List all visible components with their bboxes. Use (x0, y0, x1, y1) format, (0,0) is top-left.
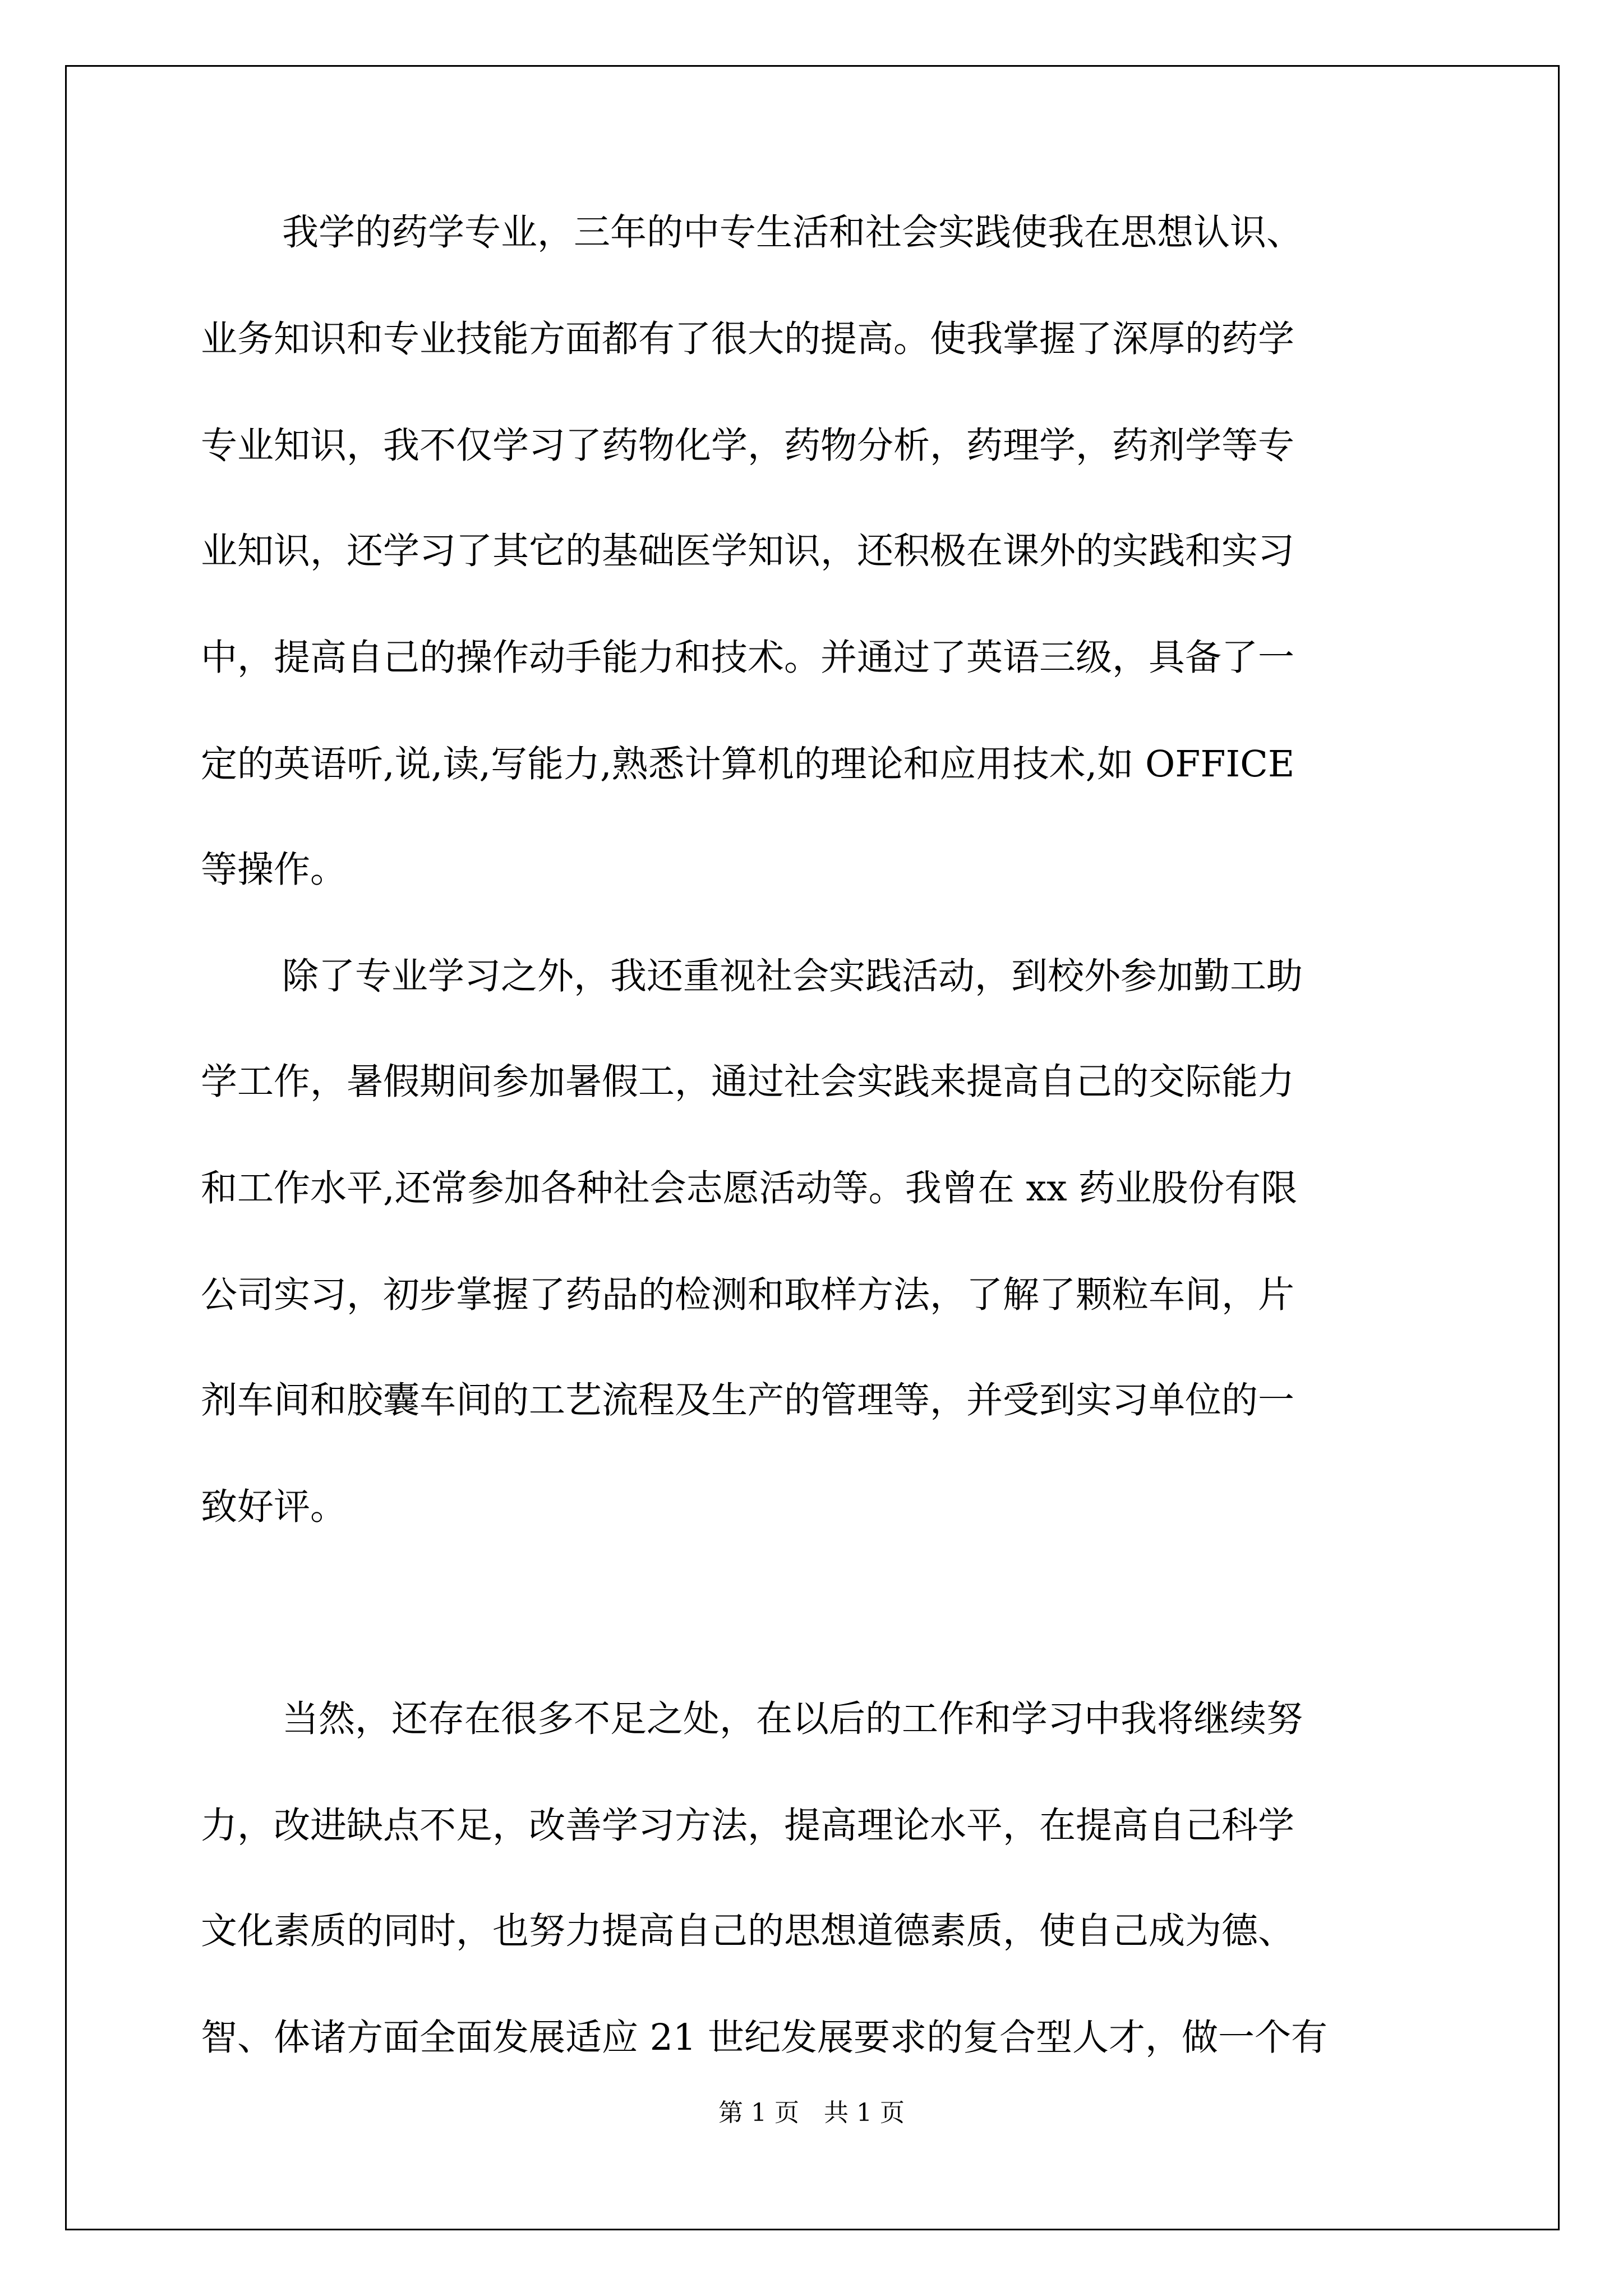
paragraph-2-line-5: 剂车间和胶囊车间的工艺流程及生产的管理等，并受到实习单位的一 (201, 1379, 1295, 1421)
paragraph-1-line-5: 中，提高自己的操作动手能力和技术。并通过了英语三级，具备了一 (201, 637, 1295, 679)
page-number-footer: 第 1 页 共 1 页 (718, 2099, 905, 2127)
paragraph-2-line-6: 致好评。 (201, 1486, 347, 1528)
paragraph-1-line-3: 专业知识，我不仅学习了药物化学，药物分析，药理学，药剂学等专 (201, 425, 1295, 467)
paragraph-2-line-2: 学工作，暑假期间参加暑假工，通过社会实践来提高自己的交际能力 (201, 1061, 1295, 1103)
paragraph-1-line-1: 我学的药学专业，三年的中专生活和社会实践使我在思想认识、 (282, 211, 1303, 254)
paragraph-2-line-3: 和工作水平,还常参加各种社会志愿活动等。我曾在 xx 药业股份有限 (201, 1167, 1298, 1209)
paragraph-1-line-2: 业务知识和专业技能方面都有了很大的提高。使我掌握了深厚的药学 (201, 318, 1295, 360)
paragraph-1-line-6: 定的英语听,说,读,写能力,熟悉计算机的理论和应用技术,如 OFFICE (201, 743, 1295, 785)
paragraph-2-line-4: 公司实习，初步掌握了药品的检测和取样方法，了解了颗粒车间，片 (201, 1274, 1295, 1316)
paragraph-3-line-2: 力，改进缺点不足，改善学习方法，提高理论水平，在提高自己科学 (201, 1805, 1295, 1847)
paragraph-2-line-1: 除了专业学习之外，我还重视社会实践活动，到校外参加勤工助 (282, 955, 1303, 997)
paragraph-3-line-1: 当然，还存在很多不足之处，在以后的工作和学习中我将继续努 (282, 1698, 1303, 1740)
page-border (65, 65, 1560, 2230)
paragraph-3-line-4: 智、体诸方面全面发展适应 21 世纪发展要求的复合型人才，做一个有 (201, 2017, 1328, 2059)
paragraph-3-line-3: 文化素质的同时，也努力提高自己的思想道德素质，使自己成为德、 (201, 1910, 1295, 1952)
paragraph-1-line-7: 等操作。 (201, 849, 347, 891)
paragraph-1-line-4: 业知识，还学习了其它的基础医学知识，还积极在课外的实践和实习 (201, 530, 1295, 572)
